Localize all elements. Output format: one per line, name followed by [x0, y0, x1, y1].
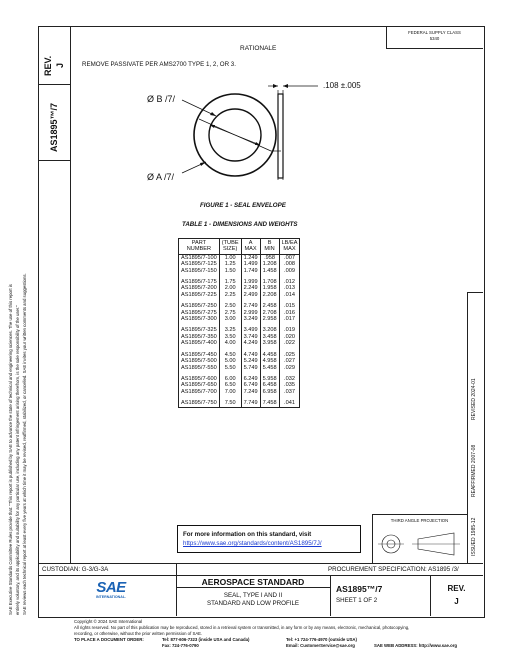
col-header-weight: LB/EA MAX [279, 239, 300, 255]
part-number-cell: AS1895/7-125 [179, 261, 220, 267]
weight-max-cell: .014 [279, 292, 300, 298]
rev-value-vertical: J [55, 62, 65, 68]
web-address: SAE WEB ADDRESS: http://www.sae.org [374, 643, 457, 648]
weight-max-cell: .022 [279, 340, 300, 346]
weight-max-cell: .025 [279, 352, 300, 358]
standard-link[interactable]: https://www.sae.org/standards/content/AS1895/7J/ [183, 540, 322, 547]
part-number-cell: AS1895/7-150 [179, 268, 220, 274]
fax: Fax: 724-776-0790 [162, 643, 199, 648]
weight-max-cell: .016 [279, 310, 300, 316]
part-number-cell: AS1895/7-400 [179, 340, 220, 346]
sae-logo: SAE INTERNATIONAL. [95, 579, 127, 599]
b-min-cell: 3.208 [260, 327, 279, 333]
a-max-cell: 2.249 [241, 285, 260, 291]
weight-max-cell: .012 [279, 279, 300, 285]
part-number-cell: AS1895/7-350 [179, 334, 220, 340]
email: Email: CustomerService@sae.org [286, 643, 355, 648]
weight-max-cell: .020 [279, 334, 300, 340]
b-min-cell: 3.458 [260, 334, 279, 340]
table-row [179, 254, 300, 261]
a-max-cell: 6.249 [241, 376, 260, 382]
weight-max-cell: .007 [279, 254, 300, 261]
part-number-cell: AS1895/7-600 [179, 376, 220, 382]
weight-max-cell: .008 [279, 261, 300, 267]
copyright: Copyright © 2024 SAE International [74, 619, 143, 624]
table-title: TABLE 1 - DIMENSIONS AND WEIGHTS [182, 221, 298, 228]
legal-text-line-2: entirely voluntary, and its applicability and suitability for any particular use, including any patent infringement arising therefrom, is the sole responsibility of the user." [15, 305, 20, 615]
custodian: CUSTODIAN: G-3/G-3A [42, 566, 109, 573]
part-number-cell: AS1895/7-225 [179, 292, 220, 298]
rights-line-2: recording, or otherwise, without the prior written permission of SAE. [74, 631, 203, 636]
a-max-cell: 4.249 [241, 340, 260, 346]
tube-size-cell: 6.50 [219, 382, 241, 388]
phone-outside-usa: Tel: +1 724-776-4970 (outside USA) [286, 637, 357, 642]
b-min-cell: 5.458 [260, 365, 279, 371]
b-min-cell: 2.208 [260, 292, 279, 298]
b-min-cell: 3.958 [260, 340, 279, 346]
order-label: TO PLACE A DOCUMENT ORDER: [74, 637, 144, 642]
tube-size-cell: 1.00 [219, 254, 241, 261]
a-max-cell: 2.749 [241, 303, 260, 309]
b-min-cell: 2.708 [260, 310, 279, 316]
part-number-cell: AS1895/7-200 [179, 285, 220, 291]
a-max-cell: 3.749 [241, 334, 260, 340]
b-min-cell: 2.958 [260, 316, 279, 322]
dimensions-table-wrapper [178, 238, 300, 408]
tube-size-cell: 4.00 [219, 340, 241, 346]
b-min-cell: .958 [260, 254, 279, 261]
b-min-cell: 4.958 [260, 358, 279, 364]
tube-size-cell: 6.00 [219, 376, 241, 382]
seal-envelope-figure [140, 78, 400, 198]
part-number-cell: AS1895/7-650 [179, 382, 220, 388]
weight-max-cell: .041 [279, 400, 300, 407]
sheet-number: SHEET 1 OF 2 [336, 597, 378, 604]
weight-max-cell: .029 [279, 365, 300, 371]
rights-line-1: All rights reserved. No part of this publication may be reproduced, stored in a retrieval system or transmitted, in any form or by any means, electronic, mechanical, photocopying, [74, 625, 410, 630]
a-max-cell: 2.499 [241, 292, 260, 298]
rev-value: J [454, 597, 459, 606]
issued-date: ISSUED 1985-12 [471, 517, 477, 556]
b-min-cell: 5.958 [260, 376, 279, 382]
tube-size-cell: 1.50 [219, 268, 241, 274]
part-number-cell: AS1895/7-100 [179, 254, 220, 261]
b-min-cell: 1.708 [260, 279, 279, 285]
table-row [179, 400, 300, 407]
tube-size-cell: 5.00 [219, 358, 241, 364]
b-min-cell: 4.458 [260, 352, 279, 358]
tube-size-cell: 2.50 [219, 303, 241, 309]
a-max-cell: 1.249 [241, 254, 260, 261]
a-max-cell: 3.249 [241, 316, 260, 322]
title-line-2: STANDARD AND LOW PROFILE [206, 600, 300, 607]
b-min-cell: 1.208 [260, 261, 279, 267]
tube-size-cell: 4.50 [219, 352, 241, 358]
a-max-cell: 7.249 [241, 389, 260, 395]
weight-max-cell: .009 [279, 268, 300, 274]
rev-label-vertical: REV. [43, 55, 53, 76]
tube-size-cell: 3.00 [219, 316, 241, 322]
legal-text-line-3: SAE reviews each technical report at least every five years at which time it may be revised, reaffirmed, stabilized, or cancelled. SAE invites your written comments and suggestions. [22, 273, 27, 615]
tube-size-cell: 7.50 [219, 400, 241, 407]
a-max-cell: 1.999 [241, 279, 260, 285]
part-number-cell: AS1895/7-550 [179, 365, 220, 371]
col-header-tube: (TUBE SIZE) [219, 239, 241, 255]
part-number-cell: AS1895/7-275 [179, 310, 220, 316]
weight-max-cell: .035 [279, 382, 300, 388]
dimensions-table [178, 238, 300, 408]
a-max-cell: 2.999 [241, 310, 260, 316]
part-number-cell: AS1895/7-325 [179, 327, 220, 333]
weight-max-cell: .017 [279, 316, 300, 322]
tube-size-cell: 3.50 [219, 334, 241, 340]
procurement-spec: PROCUREMENT SPECIFICATION: AS1895 /3/ [328, 566, 459, 573]
dimension-b-label: Ø B /7/ [147, 94, 176, 104]
figure-caption: FIGURE 1 - SEAL ENVELOPE [200, 202, 286, 209]
tube-size-cell: 2.75 [219, 310, 241, 316]
part-number-cell: AS1895/7-250 [179, 303, 220, 309]
part-number-cell: AS1895/7-450 [179, 352, 220, 358]
weight-max-cell: .027 [279, 358, 300, 364]
tube-size-cell: 1.75 [219, 279, 241, 285]
b-min-cell: 6.958 [260, 389, 279, 395]
tube-size-cell: 5.50 [219, 365, 241, 371]
fsc-label: FEDERAL SUPPLY CLASS [408, 30, 461, 35]
b-min-cell: 1.458 [260, 268, 279, 274]
a-max-cell: 7.749 [241, 400, 260, 407]
rationale-text: REMOVE PASSIVATE PER AMS2700 TYPE 1, 2, OR 3. [82, 61, 236, 68]
weight-max-cell: .032 [279, 376, 300, 382]
title-line-1: SEAL, TYPE I AND II [223, 592, 283, 599]
thickness-dimension: .108 ±.005 [323, 81, 361, 90]
tube-size-cell: 2.00 [219, 285, 241, 291]
reaffirmed-date: REAFFIRMED 2007-08 [471, 444, 477, 497]
a-max-cell: 1.499 [241, 261, 260, 267]
col-header-b: B MIN [260, 239, 279, 255]
b-min-cell: 7.458 [260, 400, 279, 407]
weight-max-cell: .037 [279, 389, 300, 395]
weight-max-cell: .013 [279, 285, 300, 291]
part-number-cell: AS1895/7-700 [179, 389, 220, 395]
doc-number: AS1895™/7 [336, 584, 383, 594]
a-max-cell: 1.749 [241, 268, 260, 274]
tube-size-cell: 3.25 [219, 327, 241, 333]
col-header-a: A MAX [241, 239, 260, 255]
legal-text-line-1: SAE Executive Standards Committee Rules provide that: "This report is published by SAE to advance the state of technical and engineering sciences. The use of this report is [8, 284, 13, 615]
tube-size-cell: 1.25 [219, 261, 241, 267]
projection-label: THIRD ANGLE PROJECTION [390, 518, 449, 523]
weight-max-cell: .015 [279, 303, 300, 309]
fsc-value: 5340 [429, 36, 440, 41]
part-number-cell: AS1895/7-175 [179, 279, 220, 285]
col-header-part: PART NUMBER [179, 239, 220, 255]
weight-max-cell: .019 [279, 327, 300, 333]
rationale-title: RATIONALE [240, 45, 277, 52]
part-number-cell: AS1895/7-300 [179, 316, 220, 322]
a-max-cell: 3.499 [241, 327, 260, 333]
rev-label: REV. [447, 584, 466, 593]
a-max-cell: 6.749 [241, 382, 260, 388]
revised-date: REVISED 2024-01 [471, 378, 477, 420]
b-min-cell: 6.458 [260, 382, 279, 388]
a-max-cell: 5.749 [241, 365, 260, 371]
b-min-cell: 1.958 [260, 285, 279, 291]
a-max-cell: 4.749 [241, 352, 260, 358]
phone-inside-usa: Tel: 877-606-7323 (inside USA and Canada) [162, 637, 250, 642]
doc-number-vertical: AS1895™/7 [49, 102, 59, 152]
tube-size-cell: 2.25 [219, 292, 241, 298]
part-number-cell: AS1895/7-750 [179, 400, 220, 407]
dimension-a-label: Ø A /7/ [147, 172, 175, 182]
standard-type: AEROSPACE STANDARD [201, 577, 305, 587]
third-angle-projection-symbol [376, 528, 464, 560]
info-box [177, 525, 361, 553]
a-max-cell: 5.249 [241, 358, 260, 364]
info-text: For more information on this standard, visit [183, 531, 312, 538]
tube-size-cell: 7.00 [219, 389, 241, 395]
b-min-cell: 2.458 [260, 303, 279, 309]
part-number-cell: AS1895/7-500 [179, 358, 220, 364]
